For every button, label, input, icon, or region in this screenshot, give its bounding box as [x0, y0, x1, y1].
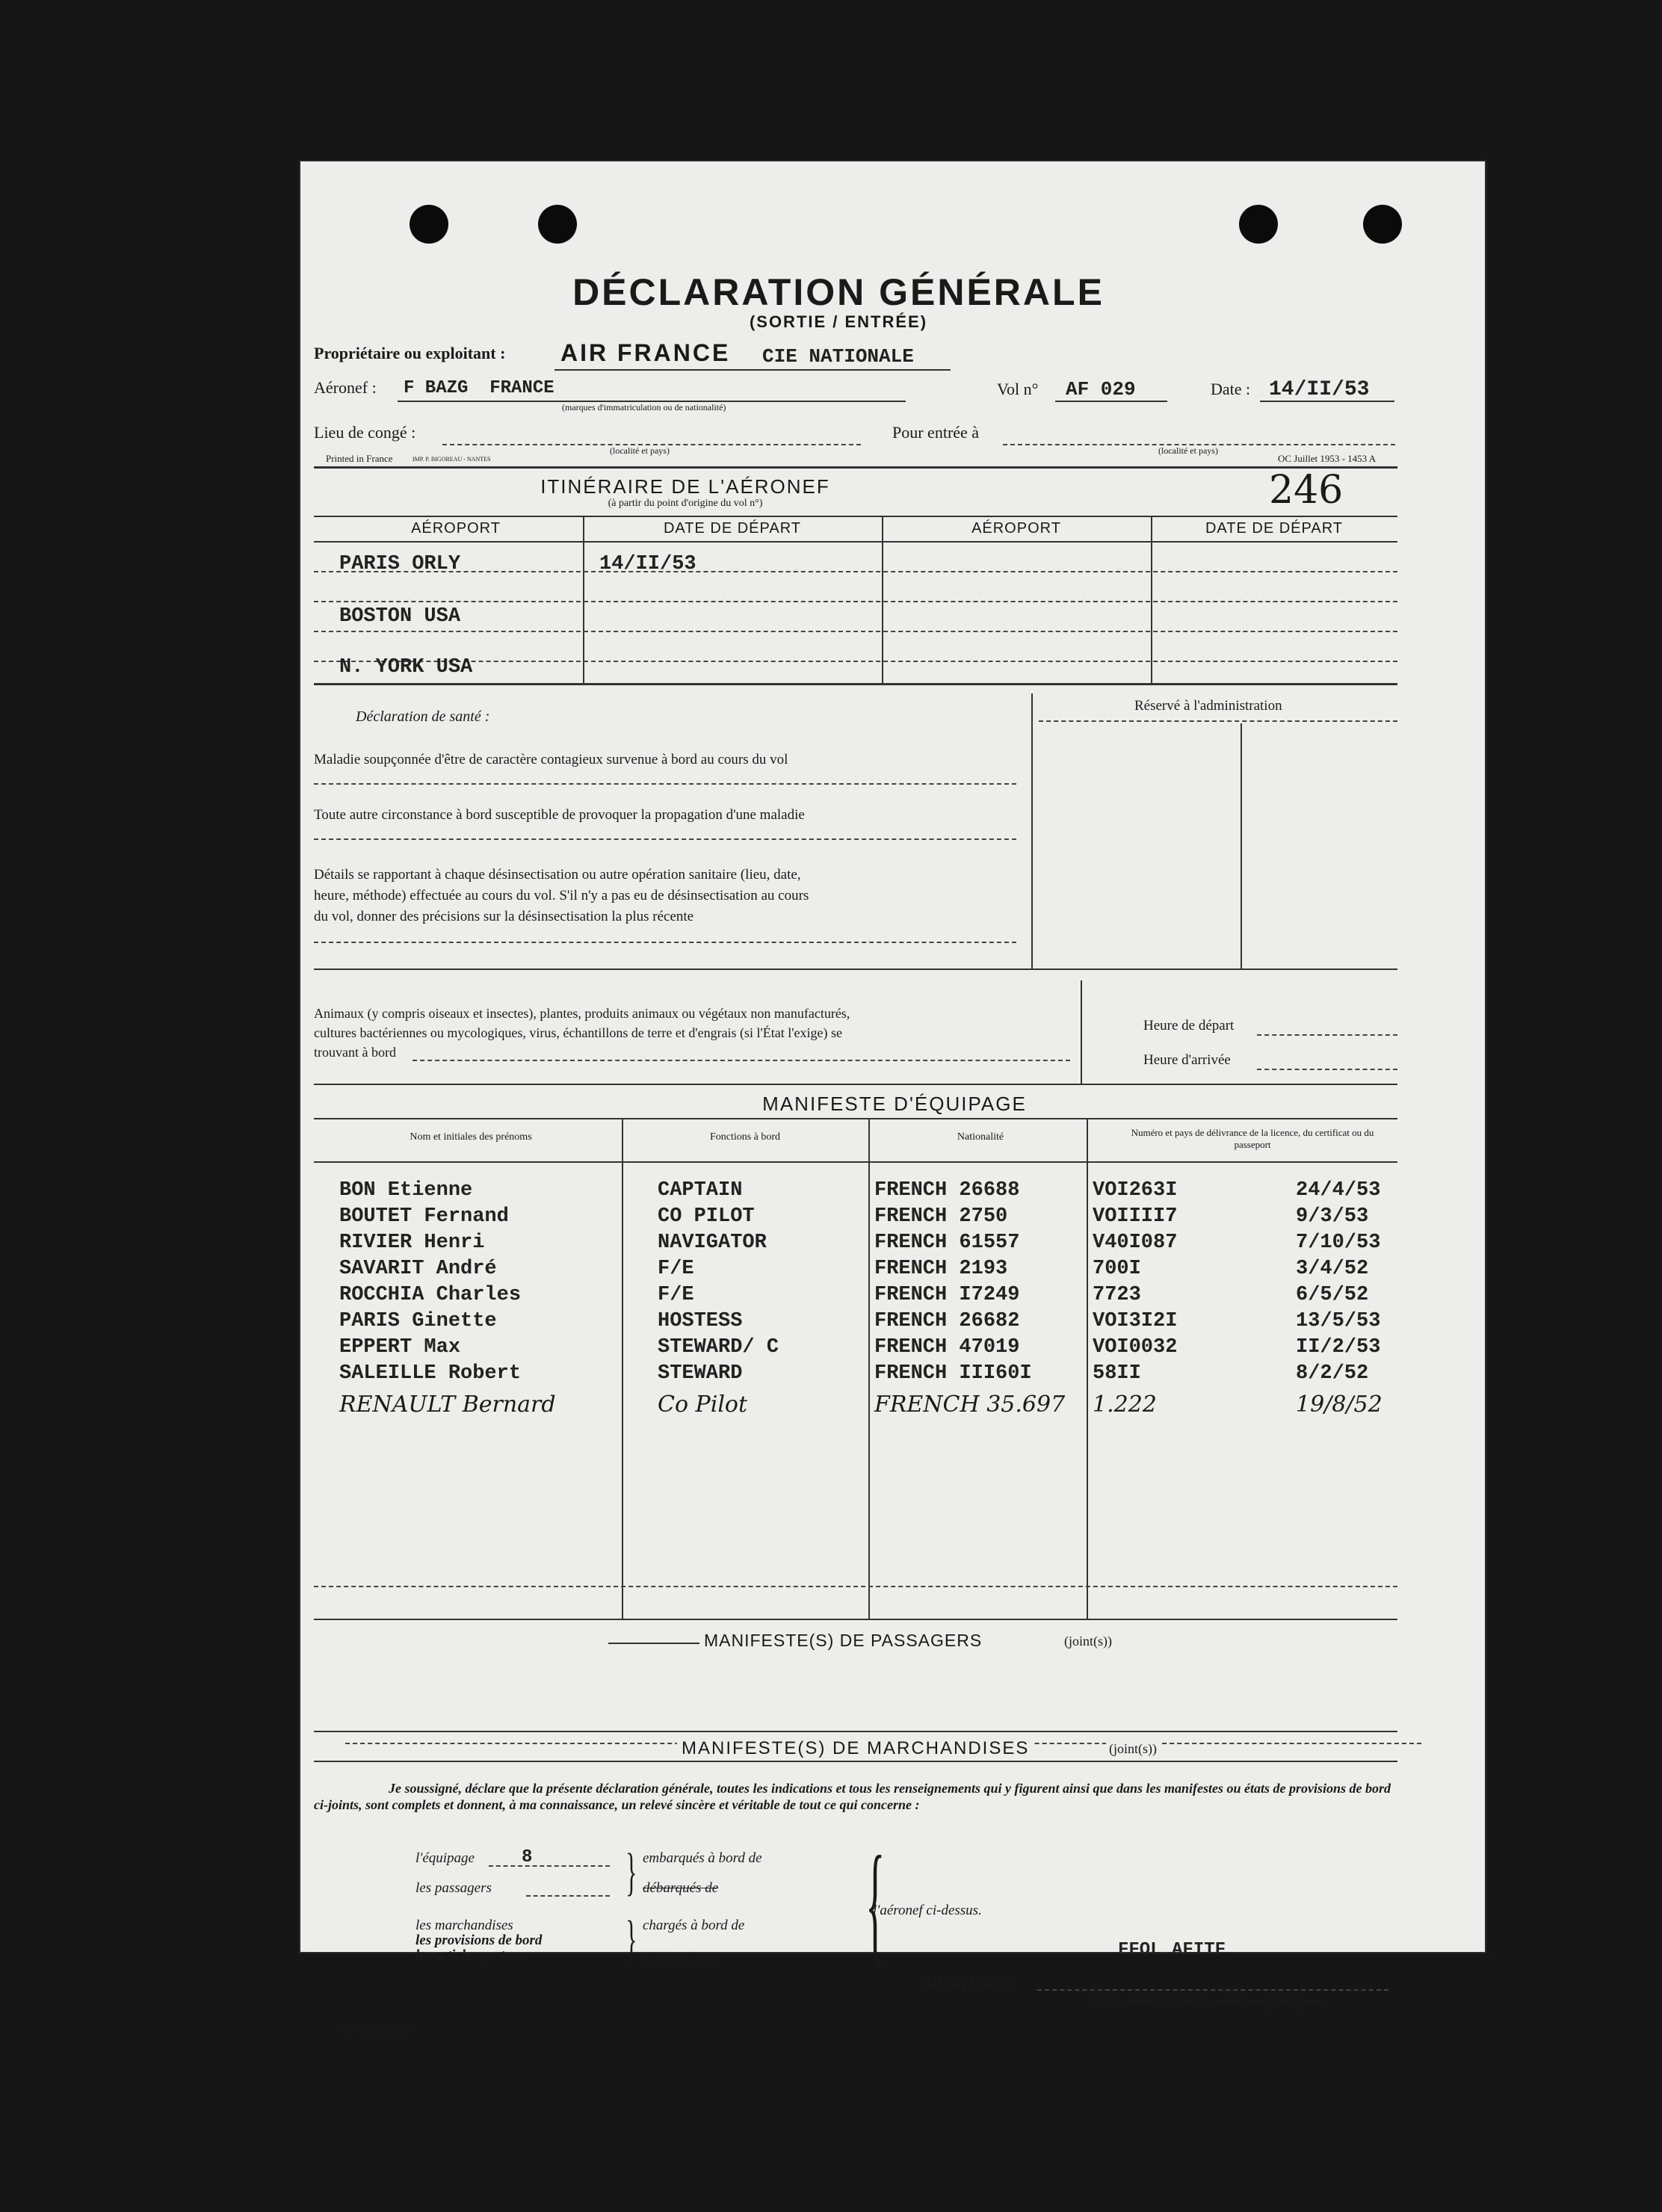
crew-licence-date: 8/2/52 — [1296, 1362, 1369, 1385]
punch-hole — [1239, 205, 1278, 244]
owner-label: Propriétaire ou exploitant : — [314, 344, 506, 362]
crew-count-value: 8 — [522, 1847, 533, 1867]
embarked-label: embarqués à bord de — [643, 1850, 762, 1866]
crew-nationality: FRENCH 35.697 — [874, 1391, 1066, 1418]
crew-nationality: FRENCH I7249 — [874, 1284, 1020, 1306]
health-line-3a: Détails se rapportant à chaque désinsectisation ou autre opération sanitaire (lieu, date, — [314, 867, 801, 883]
crew-name: EPPERT Max — [339, 1336, 461, 1359]
printer-left: Printed in France — [326, 453, 393, 464]
crew-name: PARIS Ginette — [339, 1310, 497, 1332]
brace-3: { — [865, 1829, 886, 1977]
crew-nationality: FRENCH 2750 — [874, 1205, 1008, 1228]
passengers-note: (joint(s)) — [1064, 1634, 1112, 1649]
crew-function: NAVIGATOR — [658, 1232, 767, 1254]
crew-name: SAVARIT André — [339, 1258, 497, 1280]
date-label: Date : — [1211, 380, 1251, 398]
crew-licence-date: 7/10/53 — [1296, 1232, 1381, 1254]
itinerary-header-airport: AÉROPORT — [411, 520, 501, 537]
crew-licence: 7723 — [1093, 1284, 1141, 1306]
entry-note: (localité et pays) — [1158, 445, 1218, 456]
clearance-label: Lieu de congé : — [314, 423, 416, 442]
crew-licence: VOI3I2I — [1093, 1310, 1178, 1332]
cargo-note: (joint(s)) — [1106, 1741, 1160, 1757]
crew-function: STEWARD/ C — [658, 1336, 779, 1359]
entry-label: Pour entrée à — [892, 423, 980, 442]
crew-licence-date: 3/4/52 — [1296, 1258, 1369, 1280]
form-code: 941 CAO 1775 — [341, 2025, 410, 2037]
crew-nationality: FRENCH 47019 — [874, 1336, 1020, 1359]
page-number: 246 — [1269, 468, 1344, 513]
form-title: DÉCLARATION GÉNÉRALE — [572, 271, 1105, 313]
itinerary-airport-3: N. YORK USA — [339, 656, 473, 679]
crew-name: RIVIER Henri — [339, 1232, 485, 1254]
animals-line-1: Animaux (y compris oiseaux et insectes), plantes, produits animaux ou végétaux non manufacturés, — [314, 1006, 850, 1021]
declaration-form — [300, 161, 1485, 2037]
animals-line-3: trouvant à bord — [314, 1045, 396, 1060]
crew-header-name: Nom et initiales des prénoms — [410, 1131, 532, 1143]
punch-hole — [410, 205, 448, 244]
printer-imprint: IMP. P. BIGOREAU - NANTES — [413, 456, 491, 463]
punch-hole — [538, 205, 577, 244]
crew-licence-date: 24/4/53 — [1296, 1179, 1381, 1202]
itinerary-header-airport-2: AÉROPORT — [971, 520, 1061, 537]
departure-time-label: Heure de départ — [1143, 1018, 1235, 1034]
itinerary-header-date-2: DATE DE DÉPART — [1205, 520, 1344, 537]
crew-licence: 700I — [1093, 1258, 1141, 1280]
aircraft-value: F BAZG FRANCE — [404, 378, 554, 398]
crew-function: HOSTESS — [658, 1310, 743, 1332]
cargo-title: MANIFESTE(S) DE MARCHANDISES — [677, 1738, 1034, 1759]
crew-licence-date: 6/5/52 — [1296, 1284, 1369, 1306]
owner-value-2: CIE NATIONALE — [762, 345, 914, 368]
crew-nationality: FRENCH 26688 — [874, 1179, 1020, 1202]
flight-label: Vol n° — [997, 380, 1039, 398]
crew-licence: 58II — [1093, 1362, 1141, 1385]
crew-function: F/E — [658, 1284, 694, 1306]
crew-name: RENAULT Bernard — [339, 1391, 556, 1418]
goods-label: les marchandises — [416, 1918, 513, 1933]
crew-function: F/E — [658, 1258, 694, 1280]
punch-hole — [1363, 205, 1402, 244]
crew-licence-date: 19/8/52 — [1296, 1391, 1383, 1418]
clearance-note: (localité et pays) — [610, 445, 670, 456]
mail-label: les articles postaux — [416, 1947, 527, 1963]
health-line-2: Toute autre circonstance à bord susceptible de provoquer la propagation d'une maladie — [314, 807, 805, 823]
admin-reserved: Réservé à l'administration — [1134, 698, 1282, 714]
declaration-text: Je soussigné, déclare que la présente déclaration générale, toutes les indications et tous les renseignements qui y figurent ainsi que dans les manifestes ou états de provisions de bord ci-joints, sont complets et donnent, à ma connaissance, un relevé sincère et véritable de tout ce qui concerne : — [314, 1781, 1391, 1812]
itinerary-airport-1: PARIS ORLY — [339, 553, 461, 575]
crew-function: CO PILOT — [658, 1205, 755, 1228]
crew-function: Co Pilot — [658, 1391, 748, 1418]
crew-header-function: Fonctions à bord — [709, 1131, 781, 1143]
itinerary-title: ITINÉRAIRE DE L'AÉRONEF — [540, 475, 830, 498]
owner-value: AIR FRANCE — [560, 339, 731, 366]
crew-title: MANIFESTE D'ÉQUIPAGE — [762, 1093, 1027, 1115]
signature-value: FFOL AFITF — [1118, 1940, 1226, 1960]
flight-value: AF 029 — [1066, 378, 1136, 401]
crew-function: STEWARD — [658, 1362, 743, 1385]
aircraft-below-label: l'aéronef ci-dessus. — [873, 1903, 982, 1918]
signer-role: Pilote commandant de bord ou agent agréé — [1088, 1994, 1322, 2009]
crew-name: ROCCHIA Charles — [339, 1284, 522, 1306]
crew-licence: VOIIII7 — [1093, 1205, 1178, 1228]
health-title: Déclaration de santé : — [356, 708, 490, 725]
crew-licence: VOI263I — [1093, 1179, 1178, 1202]
unloaded-label: déchargés de — [643, 1950, 718, 1966]
crew-function: CAPTAIN — [658, 1179, 743, 1202]
health-line-1: Maladie soupçonnée d'être de caractère contagieux survenue à bord au cours du vol — [314, 752, 788, 767]
crew-licence-date: II/2/53 — [1296, 1336, 1381, 1359]
crew-licence: VOI0032 — [1093, 1336, 1178, 1359]
arrival-time-label: Heure d'arrivée — [1143, 1052, 1231, 1068]
crew-name: SALEILLE Robert — [339, 1362, 522, 1385]
itinerary-date-1: 14/II/53 — [599, 553, 696, 575]
health-line-3b: heure, méthode) effectuée au cours du vol. S'il n'y a pas eu de désinsectisation au cours — [314, 888, 809, 903]
crew-nationality: FRENCH 2193 — [874, 1258, 1008, 1280]
form-subtitle: (SORTIE / ENTRÉE) — [749, 312, 928, 331]
loaded-label: chargés à bord de — [643, 1918, 745, 1933]
crew-name: BOUTET Fernand — [339, 1205, 509, 1228]
stores-label: les provisions de bord — [416, 1933, 543, 1948]
signature-label: SIGNATURE : — [924, 1976, 1013, 1992]
aircraft-note: (marques d'immatriculation ou de nationalité) — [562, 402, 726, 413]
aircraft-label: Aéronef : — [314, 378, 377, 397]
brace-1: } — [625, 1844, 637, 1901]
crew-count-label: l'équipage — [416, 1850, 475, 1866]
date-value: 14/II/53 — [1269, 378, 1370, 401]
disembarked-label: débarqués de — [643, 1880, 719, 1896]
crew-licence-date: 9/3/53 — [1296, 1205, 1369, 1228]
crew-licence-date: 13/5/53 — [1296, 1310, 1381, 1332]
itinerary-subtitle: (à partir du point d'origine du vol n°) — [608, 498, 763, 509]
crew-licence: V40I087 — [1093, 1232, 1178, 1254]
animals-line-2: cultures bactériennes ou mycologiques, virus, échantillons de terre et d'engrais (si l'État l'exige) se — [314, 1025, 843, 1040]
health-line-3c: du vol, donner des précisions sur la désinsectisation la plus récente — [314, 909, 694, 924]
crew-header-nationality: Nationalité — [957, 1131, 1004, 1143]
crew-nationality: FRENCH III60I — [874, 1362, 1032, 1385]
crew-nationality: FRENCH 26682 — [874, 1310, 1020, 1332]
crew-name: BON Etienne — [339, 1179, 473, 1202]
printer-right: OC Juillet 1953 - 1453 A — [1278, 453, 1377, 464]
brace-2: } — [625, 1911, 637, 1968]
itinerary-airport-2: BOSTON USA — [339, 605, 461, 628]
passengers-label: les passagers — [416, 1880, 492, 1896]
crew-licence: 1.222 — [1093, 1391, 1157, 1418]
passengers-title: MANIFESTE(S) DE PASSAGERS — [699, 1631, 986, 1651]
crew-header-licence: Numéro et pays de délivrance de la licence, du certificat ou du passeport — [1131, 1127, 1374, 1150]
crew-nationality: FRENCH 61557 — [874, 1232, 1020, 1254]
itinerary-header-date: DATE DE DÉPART — [663, 520, 802, 537]
